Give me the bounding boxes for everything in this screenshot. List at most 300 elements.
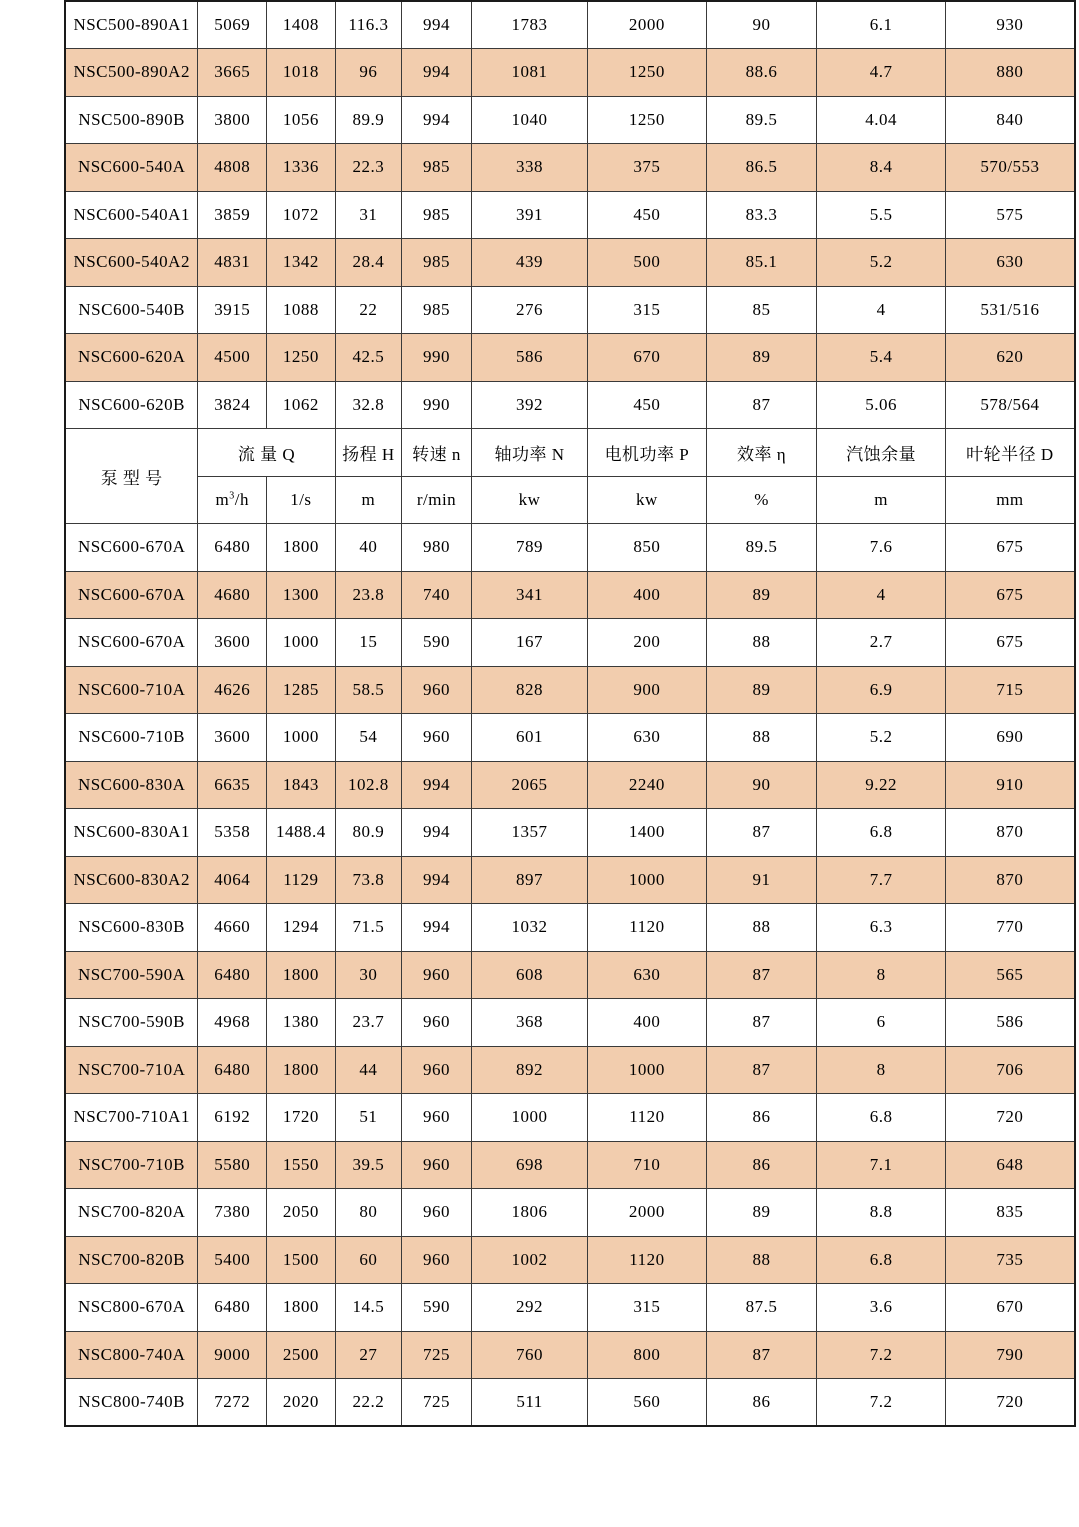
cell-motor-power: 400 <box>588 999 706 1047</box>
header-efficiency: 效率 η <box>706 429 817 477</box>
cell-flow-m3h: 4831 <box>198 239 267 287</box>
table-row <box>65 1331 1075 1379</box>
cell-npsh: 4 <box>817 286 945 334</box>
cell-speed: 740 <box>402 571 472 619</box>
cell-model: NSC600-830A1 <box>65 809 198 857</box>
cell-shaft-power: 1081 <box>471 49 587 97</box>
cell-motor-power: 670 <box>588 334 706 382</box>
cell-head: 54 <box>335 714 401 762</box>
table-row <box>65 286 1075 334</box>
cell-shaft-power: 167 <box>471 619 587 667</box>
cell-efficiency: 86 <box>706 1379 817 1427</box>
cell-speed: 960 <box>402 714 472 762</box>
cell-shaft-power: 391 <box>471 191 587 239</box>
cell-motor-power: 630 <box>588 951 706 999</box>
table-row <box>65 191 1075 239</box>
cell-npsh: 6.8 <box>817 1236 945 1284</box>
cell-speed: 960 <box>402 666 472 714</box>
cell-model: NSC500-890A2 <box>65 49 198 97</box>
cell-head: 32.8 <box>335 381 401 429</box>
cell-impeller: 790 <box>945 1331 1075 1379</box>
table-row <box>65 334 1075 382</box>
cell-efficiency: 86 <box>706 1094 817 1142</box>
cell-efficiency: 88 <box>706 714 817 762</box>
cell-motor-power: 375 <box>588 144 706 192</box>
header-model: 泵 型 号 <box>65 429 198 524</box>
cell-flow-ls: 1342 <box>267 239 336 287</box>
cell-head: 39.5 <box>335 1141 401 1189</box>
header-npsh: 汽蚀余量 <box>817 429 945 477</box>
cell-model: NSC500-890A1 <box>65 1 198 49</box>
cell-shaft-power: 368 <box>471 999 587 1047</box>
cell-speed: 990 <box>402 381 472 429</box>
cell-efficiency: 89 <box>706 1189 817 1237</box>
cell-flow-m3h: 4968 <box>198 999 267 1047</box>
cell-efficiency: 89 <box>706 666 817 714</box>
cell-impeller: 675 <box>945 571 1075 619</box>
cell-model: NSC700-710A <box>65 1046 198 1094</box>
cell-impeller: 720 <box>945 1379 1075 1427</box>
cell-model: NSC800-670A <box>65 1284 198 1332</box>
cell-impeller: 840 <box>945 96 1075 144</box>
cell-shaft-power: 760 <box>471 1331 587 1379</box>
cell-npsh: 5.2 <box>817 714 945 762</box>
cell-impeller: 648 <box>945 1141 1075 1189</box>
cell-speed: 960 <box>402 1189 472 1237</box>
cell-motor-power: 315 <box>588 1284 706 1332</box>
cell-speed: 590 <box>402 1284 472 1332</box>
cell-flow-ls: 1380 <box>267 999 336 1047</box>
cell-head: 27 <box>335 1331 401 1379</box>
cell-impeller: 930 <box>945 1 1075 49</box>
cell-speed: 960 <box>402 1094 472 1142</box>
table-header-group-row <box>65 429 1075 477</box>
cell-speed: 994 <box>402 49 472 97</box>
cell-flow-m3h: 3600 <box>198 619 267 667</box>
cell-flow-ls: 1300 <box>267 571 336 619</box>
cell-npsh: 7.7 <box>817 856 945 904</box>
table-row <box>65 1 1075 49</box>
cell-model: NSC600-830A <box>65 761 198 809</box>
cell-npsh: 8 <box>817 951 945 999</box>
cell-impeller: 570/553 <box>945 144 1075 192</box>
cell-model: NSC700-710A1 <box>65 1094 198 1142</box>
cell-flow-m3h: 3824 <box>198 381 267 429</box>
cell-efficiency: 89 <box>706 334 817 382</box>
cell-motor-power: 450 <box>588 381 706 429</box>
cell-model: NSC600-540B <box>65 286 198 334</box>
table-row <box>65 1094 1075 1142</box>
cell-flow-m3h: 7272 <box>198 1379 267 1427</box>
cell-efficiency: 89.5 <box>706 524 817 572</box>
cell-speed: 980 <box>402 524 472 572</box>
cell-model: NSC600-710A <box>65 666 198 714</box>
table-row <box>65 951 1075 999</box>
cell-npsh: 8.4 <box>817 144 945 192</box>
cell-impeller: 630 <box>945 239 1075 287</box>
cell-model: NSC800-740B <box>65 1379 198 1427</box>
unit-flow-m3h: $m^3/h$ <box>198 476 267 524</box>
cell-flow-ls: 1800 <box>267 1284 336 1332</box>
unit-speed: r/min <box>402 476 472 524</box>
table-row <box>65 571 1075 619</box>
cell-model: NSC800-740A <box>65 1331 198 1379</box>
cell-speed: 960 <box>402 1046 472 1094</box>
cell-efficiency: 89 <box>706 571 817 619</box>
cell-impeller: 715 <box>945 666 1075 714</box>
cell-flow-m3h: 4808 <box>198 144 267 192</box>
cell-efficiency: 91 <box>706 856 817 904</box>
cell-head: 15 <box>335 619 401 667</box>
cell-shaft-power: 608 <box>471 951 587 999</box>
cell-npsh: 6.1 <box>817 1 945 49</box>
cell-npsh: 8.8 <box>817 1189 945 1237</box>
cell-motor-power: 400 <box>588 571 706 619</box>
cell-shaft-power: 1032 <box>471 904 587 952</box>
cell-flow-ls: 1088 <box>267 286 336 334</box>
cell-flow-m3h: 3859 <box>198 191 267 239</box>
cell-npsh: 9.22 <box>817 761 945 809</box>
cell-head: 30 <box>335 951 401 999</box>
cell-impeller: 670 <box>945 1284 1075 1332</box>
cell-head: 31 <box>335 191 401 239</box>
cell-shaft-power: 1040 <box>471 96 587 144</box>
cell-efficiency: 87 <box>706 951 817 999</box>
cell-model: NSC600-540A <box>65 144 198 192</box>
cell-impeller: 735 <box>945 1236 1075 1284</box>
cell-model: NSC700-590A <box>65 951 198 999</box>
cell-head: 71.5 <box>335 904 401 952</box>
cell-head: 23.8 <box>335 571 401 619</box>
cell-head: 116.3 <box>335 1 401 49</box>
cell-npsh: 5.5 <box>817 191 945 239</box>
cell-motor-power: 2240 <box>588 761 706 809</box>
cell-head: 22 <box>335 286 401 334</box>
cell-head: 28.4 <box>335 239 401 287</box>
cell-speed: 994 <box>402 1 472 49</box>
cell-speed: 985 <box>402 191 472 239</box>
cell-npsh: 5.4 <box>817 334 945 382</box>
table-row <box>65 1284 1075 1332</box>
header-motor-power: 电机功率 P <box>588 429 706 477</box>
table-row <box>65 1379 1075 1427</box>
unit-impeller: mm <box>945 476 1075 524</box>
cell-speed: 994 <box>402 809 472 857</box>
cell-motor-power: 2000 <box>588 1189 706 1237</box>
cell-efficiency: 88 <box>706 904 817 952</box>
cell-shaft-power: 511 <box>471 1379 587 1427</box>
cell-flow-m3h: 3915 <box>198 286 267 334</box>
cell-shaft-power: 892 <box>471 1046 587 1094</box>
cell-speed: 985 <box>402 239 472 287</box>
cell-efficiency: 87 <box>706 809 817 857</box>
cell-head: 51 <box>335 1094 401 1142</box>
cell-speed: 994 <box>402 904 472 952</box>
cell-flow-m3h: 4626 <box>198 666 267 714</box>
cell-flow-ls: 1550 <box>267 1141 336 1189</box>
table-row <box>65 381 1075 429</box>
cell-impeller: 620 <box>945 334 1075 382</box>
cell-impeller: 835 <box>945 1189 1075 1237</box>
cell-flow-ls: 1336 <box>267 144 336 192</box>
cell-model: NSC700-590B <box>65 999 198 1047</box>
table-row <box>65 96 1075 144</box>
cell-npsh: 4.7 <box>817 49 945 97</box>
cell-shaft-power: 789 <box>471 524 587 572</box>
cell-motor-power: 2000 <box>588 1 706 49</box>
cell-flow-m3h: 3800 <box>198 96 267 144</box>
unit-npsh: m <box>817 476 945 524</box>
pump-specification-table <box>64 0 1076 1427</box>
cell-npsh: 6.9 <box>817 666 945 714</box>
table-row <box>65 761 1075 809</box>
cell-speed: 960 <box>402 951 472 999</box>
cell-efficiency: 90 <box>706 1 817 49</box>
cell-model: NSC700-820B <box>65 1236 198 1284</box>
cell-flow-ls: 1062 <box>267 381 336 429</box>
cell-flow-m3h: 6635 <box>198 761 267 809</box>
cell-efficiency: 85.1 <box>706 239 817 287</box>
cell-flow-ls: 1500 <box>267 1236 336 1284</box>
cell-flow-m3h: 6480 <box>198 951 267 999</box>
cell-speed: 960 <box>402 999 472 1047</box>
cell-flow-ls: 1000 <box>267 619 336 667</box>
cell-flow-m3h: 4500 <box>198 334 267 382</box>
cell-efficiency: 88 <box>706 619 817 667</box>
cell-head: 22.3 <box>335 144 401 192</box>
cell-model: NSC600-830B <box>65 904 198 952</box>
header-speed: 转速 n <box>402 429 472 477</box>
unit-shaft-power: kw <box>471 476 587 524</box>
cell-efficiency: 88.6 <box>706 49 817 97</box>
cell-efficiency: 87 <box>706 381 817 429</box>
cell-shaft-power: 1806 <box>471 1189 587 1237</box>
cell-flow-ls: 1294 <box>267 904 336 952</box>
cell-efficiency: 89.5 <box>706 96 817 144</box>
cell-speed: 990 <box>402 334 472 382</box>
cell-flow-ls: 1056 <box>267 96 336 144</box>
table-row <box>65 904 1075 952</box>
cell-efficiency: 83.3 <box>706 191 817 239</box>
cell-flow-m3h: 7380 <box>198 1189 267 1237</box>
cell-npsh: 7.6 <box>817 524 945 572</box>
cell-shaft-power: 2065 <box>471 761 587 809</box>
cell-model: NSC600-540A2 <box>65 239 198 287</box>
cell-motor-power: 450 <box>588 191 706 239</box>
table-row <box>65 144 1075 192</box>
cell-efficiency: 87 <box>706 1331 817 1379</box>
cell-head: 80 <box>335 1189 401 1237</box>
cell-head: 60 <box>335 1236 401 1284</box>
table-row <box>65 714 1075 762</box>
cell-impeller: 690 <box>945 714 1075 762</box>
cell-head: 96 <box>335 49 401 97</box>
cell-model: NSC600-670A <box>65 619 198 667</box>
cell-flow-ls: 1018 <box>267 49 336 97</box>
table-row <box>65 999 1075 1047</box>
cell-shaft-power: 341 <box>471 571 587 619</box>
table-body <box>65 1 1075 1426</box>
cell-speed: 590 <box>402 619 472 667</box>
cell-npsh: 2.7 <box>817 619 945 667</box>
cell-speed: 960 <box>402 1141 472 1189</box>
cell-flow-m3h: 5400 <box>198 1236 267 1284</box>
cell-efficiency: 86 <box>706 1141 817 1189</box>
cell-efficiency: 87 <box>706 999 817 1047</box>
table-units-row <box>65 476 1075 524</box>
cell-shaft-power: 292 <box>471 1284 587 1332</box>
cell-flow-ls: 1250 <box>267 334 336 382</box>
cell-head: 102.8 <box>335 761 401 809</box>
cell-shaft-power: 392 <box>471 381 587 429</box>
cell-efficiency: 86.5 <box>706 144 817 192</box>
unit-head: m <box>335 476 401 524</box>
cell-npsh: 4.04 <box>817 96 945 144</box>
cell-flow-ls: 1720 <box>267 1094 336 1142</box>
cell-speed: 725 <box>402 1331 472 1379</box>
table-row <box>65 1141 1075 1189</box>
cell-flow-ls: 2050 <box>267 1189 336 1237</box>
table-row <box>65 49 1075 97</box>
cell-head: 22.2 <box>335 1379 401 1427</box>
cell-efficiency: 87 <box>706 1046 817 1094</box>
cell-flow-ls: 1488.4 <box>267 809 336 857</box>
cell-shaft-power: 1000 <box>471 1094 587 1142</box>
cell-shaft-power: 1783 <box>471 1 587 49</box>
cell-impeller: 675 <box>945 524 1075 572</box>
header-head: 扬程 H <box>335 429 401 477</box>
cell-impeller: 720 <box>945 1094 1075 1142</box>
cell-flow-ls: 2020 <box>267 1379 336 1427</box>
cell-motor-power: 800 <box>588 1331 706 1379</box>
cell-efficiency: 90 <box>706 761 817 809</box>
cell-motor-power: 1400 <box>588 809 706 857</box>
cell-speed: 985 <box>402 144 472 192</box>
table-row <box>65 239 1075 287</box>
cell-impeller: 578/564 <box>945 381 1075 429</box>
cell-head: 40 <box>335 524 401 572</box>
cell-npsh: 5.06 <box>817 381 945 429</box>
cell-head: 14.5 <box>335 1284 401 1332</box>
unit-efficiency: % <box>706 476 817 524</box>
cell-motor-power: 850 <box>588 524 706 572</box>
cell-npsh: 6 <box>817 999 945 1047</box>
cell-flow-m3h: 4680 <box>198 571 267 619</box>
header-impeller: 叶轮半径 D <box>945 429 1075 477</box>
cell-flow-m3h: 6192 <box>198 1094 267 1142</box>
cell-flow-m3h: 9000 <box>198 1331 267 1379</box>
unit-superscript: 3 <box>229 490 235 502</box>
cell-motor-power: 630 <box>588 714 706 762</box>
cell-speed: 994 <box>402 856 472 904</box>
cell-model: NSC600-670A <box>65 524 198 572</box>
cell-flow-m3h: 3600 <box>198 714 267 762</box>
cell-flow-m3h: 6480 <box>198 524 267 572</box>
cell-motor-power: 1120 <box>588 1094 706 1142</box>
cell-shaft-power: 897 <box>471 856 587 904</box>
cell-speed: 960 <box>402 1236 472 1284</box>
table-row <box>65 619 1075 667</box>
cell-model: NSC600-540A1 <box>65 191 198 239</box>
cell-motor-power: 200 <box>588 619 706 667</box>
cell-flow-m3h: 4064 <box>198 856 267 904</box>
cell-impeller: 531/516 <box>945 286 1075 334</box>
cell-model: NSC700-820A <box>65 1189 198 1237</box>
table-row <box>65 524 1075 572</box>
cell-model: NSC600-620B <box>65 381 198 429</box>
cell-motor-power: 315 <box>588 286 706 334</box>
cell-flow-m3h: 5580 <box>198 1141 267 1189</box>
table-row <box>65 809 1075 857</box>
cell-motor-power: 1250 <box>588 49 706 97</box>
cell-flow-m3h: 5358 <box>198 809 267 857</box>
cell-flow-ls: 1800 <box>267 524 336 572</box>
cell-head: 42.5 <box>335 334 401 382</box>
cell-impeller: 675 <box>945 619 1075 667</box>
cell-motor-power: 1000 <box>588 1046 706 1094</box>
cell-model: NSC600-670A <box>65 571 198 619</box>
cell-flow-ls: 1800 <box>267 1046 336 1094</box>
cell-motor-power: 1120 <box>588 904 706 952</box>
cell-shaft-power: 586 <box>471 334 587 382</box>
cell-shaft-power: 338 <box>471 144 587 192</box>
cell-speed: 994 <box>402 96 472 144</box>
cell-impeller: 586 <box>945 999 1075 1047</box>
cell-impeller: 880 <box>945 49 1075 97</box>
cell-model: NSC600-710B <box>65 714 198 762</box>
cell-npsh: 7.1 <box>817 1141 945 1189</box>
cell-flow-ls: 1129 <box>267 856 336 904</box>
header-shaft-power: 轴功率 N <box>471 429 587 477</box>
unit-flow-ls: 1/s <box>267 476 336 524</box>
cell-flow-m3h: 6480 <box>198 1284 267 1332</box>
cell-npsh: 7.2 <box>817 1331 945 1379</box>
cell-flow-ls: 1000 <box>267 714 336 762</box>
cell-shaft-power: 698 <box>471 1141 587 1189</box>
cell-head: 80.9 <box>335 809 401 857</box>
cell-head: 73.8 <box>335 856 401 904</box>
cell-shaft-power: 828 <box>471 666 587 714</box>
cell-npsh: 3.6 <box>817 1284 945 1332</box>
cell-npsh: 7.2 <box>817 1379 945 1427</box>
cell-model: NSC600-620A <box>65 334 198 382</box>
cell-speed: 994 <box>402 761 472 809</box>
cell-npsh: 8 <box>817 1046 945 1094</box>
cell-motor-power: 710 <box>588 1141 706 1189</box>
cell-flow-m3h: 4660 <box>198 904 267 952</box>
cell-model: NSC600-830A2 <box>65 856 198 904</box>
cell-speed: 985 <box>402 286 472 334</box>
cell-npsh: 5.2 <box>817 239 945 287</box>
cell-shaft-power: 1357 <box>471 809 587 857</box>
cell-motor-power: 1120 <box>588 1236 706 1284</box>
cell-impeller: 565 <box>945 951 1075 999</box>
cell-efficiency: 85 <box>706 286 817 334</box>
cell-flow-m3h: 6480 <box>198 1046 267 1094</box>
cell-model: NSC700-710B <box>65 1141 198 1189</box>
cell-motor-power: 560 <box>588 1379 706 1427</box>
cell-flow-ls: 1408 <box>267 1 336 49</box>
cell-npsh: 6.8 <box>817 1094 945 1142</box>
cell-impeller: 870 <box>945 856 1075 904</box>
cell-shaft-power: 439 <box>471 239 587 287</box>
table-row <box>65 666 1075 714</box>
cell-efficiency: 88 <box>706 1236 817 1284</box>
cell-shaft-power: 1002 <box>471 1236 587 1284</box>
cell-head: 58.5 <box>335 666 401 714</box>
cell-impeller: 770 <box>945 904 1075 952</box>
cell-shaft-power: 276 <box>471 286 587 334</box>
